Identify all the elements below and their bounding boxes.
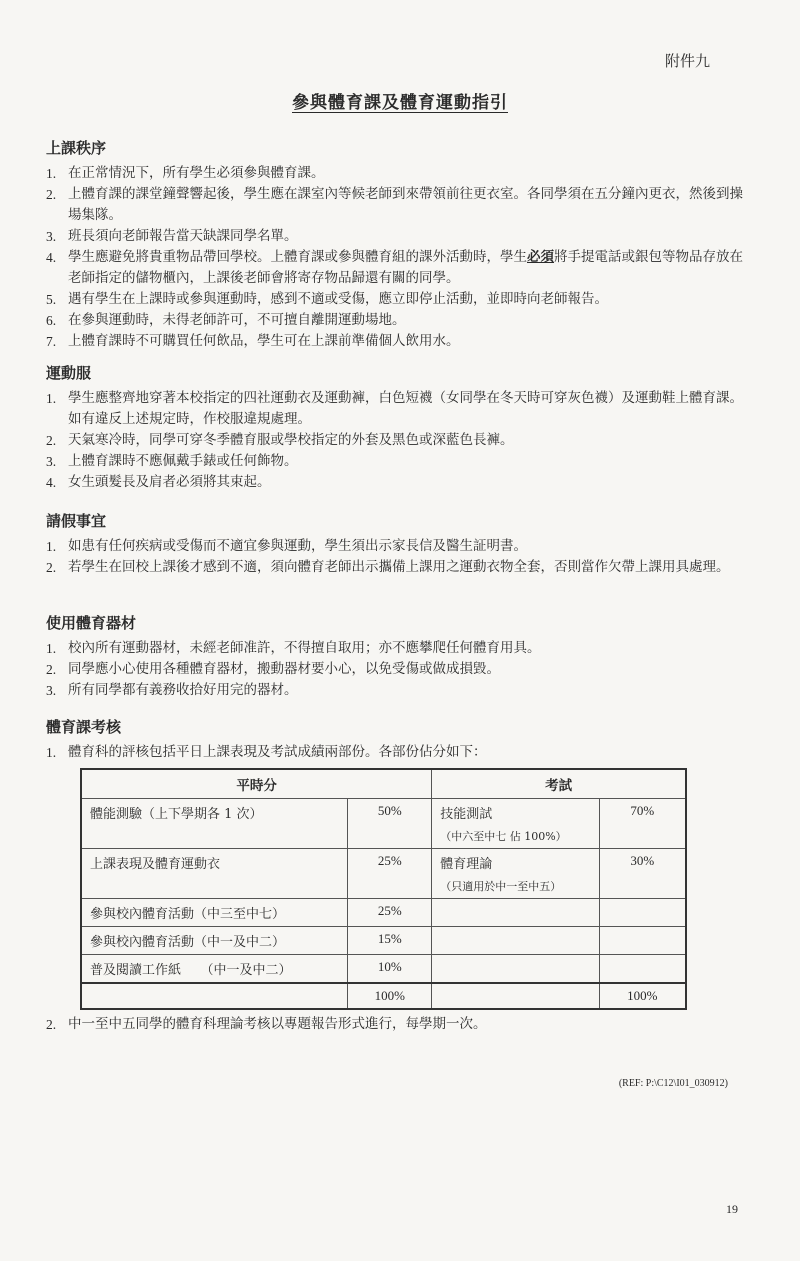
list-item: 1. 體育科的評核包括平日上課表現及考試成績兩部份。各部份佔分如下：: [46, 744, 487, 760]
list-item: 2. 若學生在回校上課後才感到不適，須向體育老師出示攜備上課用之運動衣物全套，否則當作欠帶上課用具處理。: [46, 559, 730, 575]
list-item: 3. 所有同學都有義務收拾好用完的器材。: [46, 682, 298, 698]
table-cell: 參與校內體育活動（中三至中七）: [81, 899, 348, 927]
table-cell: 參與校內體育活動（中一及中二）: [81, 927, 348, 955]
section-title: 體育課考核: [46, 718, 122, 736]
table-cell: 上課表現及體育運動衣: [81, 849, 348, 899]
page-title: 參與體育課及體育運動指引: [292, 93, 508, 113]
table-cell: 技能測試 （中六至中七 佔 100%）: [432, 799, 599, 849]
list-item: 4. 女生頭髮長及肩者必須將其束起。: [46, 474, 271, 490]
section-assessment: [46, 716, 746, 763]
table-cell: [599, 955, 686, 984]
section-title: 使用體育器材: [46, 614, 137, 632]
table-cell: 體能測驗（上下學期各 1 次）: [81, 799, 348, 849]
header-daily: 平時分: [81, 769, 432, 799]
table-cell: 體育理論 （只適用於中一至中五）: [432, 849, 599, 899]
table-cell: 10%: [348, 955, 432, 984]
table-cell: 50%: [348, 799, 432, 849]
section-title: 運動服: [46, 364, 92, 382]
list-item: 2. 同學應小心使用各種體育器材，搬動器材要小心，以免受傷或做成損毀。: [46, 661, 500, 677]
list-item: 1. 在正常情況下，所有學生必須參與體育課。: [46, 165, 325, 181]
section-equipment: [46, 612, 746, 701]
table-cell: [599, 899, 686, 927]
list-item: 5. 遇有學生在上課時或參與運動時，感到不適或受傷，應立即停止活動，並即時向老師報告。: [46, 291, 608, 307]
table-cell: [432, 899, 599, 927]
table-cell: 15%: [348, 927, 432, 955]
table-cell: 25%: [348, 899, 432, 927]
list-item: 4. 學生應避免將貴重物品帶回學校。上體育課或參與體育組的課外活動時，學生必須將手提電話或銀包等物品存放在老師指定的儲物櫃內，上課後老師會將寄存物品歸還有關的同學。: [46, 249, 743, 286]
list-item: 6. 在參與運動時，未得老師許可，不可擅自離開運動場地。: [46, 312, 406, 328]
table-cell: [432, 983, 599, 1009]
table-cell: [81, 983, 348, 1009]
list-item: 7. 上體育課時不可購買任何飲品，學生可在上課前準備個人飲用水。: [46, 333, 460, 349]
section-title: 上課秩序: [46, 139, 107, 157]
table-cell: [599, 927, 686, 955]
header-exam: 考試: [432, 769, 686, 799]
total-exam: 100%: [599, 983, 686, 1009]
list-item: 2. 中一至中五同學的體育科理論考核以專題報告形式進行，每學期一次。: [46, 1016, 487, 1032]
list-item: 1. 校內所有運動器材，未經老師准許，不得擅自取用；亦不應攀爬任何體育用具。: [46, 640, 541, 656]
section-title: 請假事宜: [46, 512, 107, 530]
list-item: 1. 如患有任何疾病或受傷而不適宜參與運動，學生須出示家長信及醫生証明書。: [46, 538, 527, 554]
table-cell: 30%: [599, 849, 686, 899]
annex-label: 附件九: [664, 52, 710, 70]
table-cell: 25%: [348, 849, 432, 899]
table-cell: 70%: [599, 799, 686, 849]
list-item: 1. 學生應整齊地穿著本校指定的四社運動衣及運動褲，白色短襪（女同學在冬天時可穿灰色襪）及運動鞋上體育課。如有違反上述規定時，作校服違規處理。: [46, 390, 743, 427]
table-row: [81, 927, 686, 955]
table-row: [81, 955, 686, 984]
list-item: 2. 天氣寒冷時，同學可穿冬季體育服或學校指定的外套及黑色或深藍色長褲。: [46, 432, 514, 448]
section-leave: [46, 510, 746, 578]
section-class-order: [46, 137, 746, 352]
table-cell: [432, 955, 599, 984]
section-sportswear: [46, 362, 746, 493]
table-header-row: [81, 769, 686, 799]
list-item: 3. 上體育課時不應佩戴手錶或任何飾物。: [46, 453, 298, 469]
section-assessment-cont: [46, 1014, 746, 1035]
list-item: 2. 上體育課的課堂鐘聲響起後，學生應在課室內等候老師到來帶領前往更衣室。各同學須在五分鐘內更衣，然後到操場集隊。: [46, 186, 743, 223]
table-row: [81, 899, 686, 927]
page-number: 19: [726, 1202, 738, 1216]
list-item: 3. 班長須向老師報告當天缺課同學名單。: [46, 228, 298, 244]
table-cell: [432, 927, 599, 955]
assessment-table: [80, 768, 687, 1010]
table-row: [81, 849, 686, 899]
table-cell: 普及閱讀工作紙 （中一及中二）: [81, 955, 348, 984]
reference-code: (REF: P:\C12\I01_030912): [618, 1078, 728, 1089]
table-row: [81, 799, 686, 849]
total-daily: 100%: [348, 983, 432, 1009]
table-total-row: [81, 983, 686, 1009]
